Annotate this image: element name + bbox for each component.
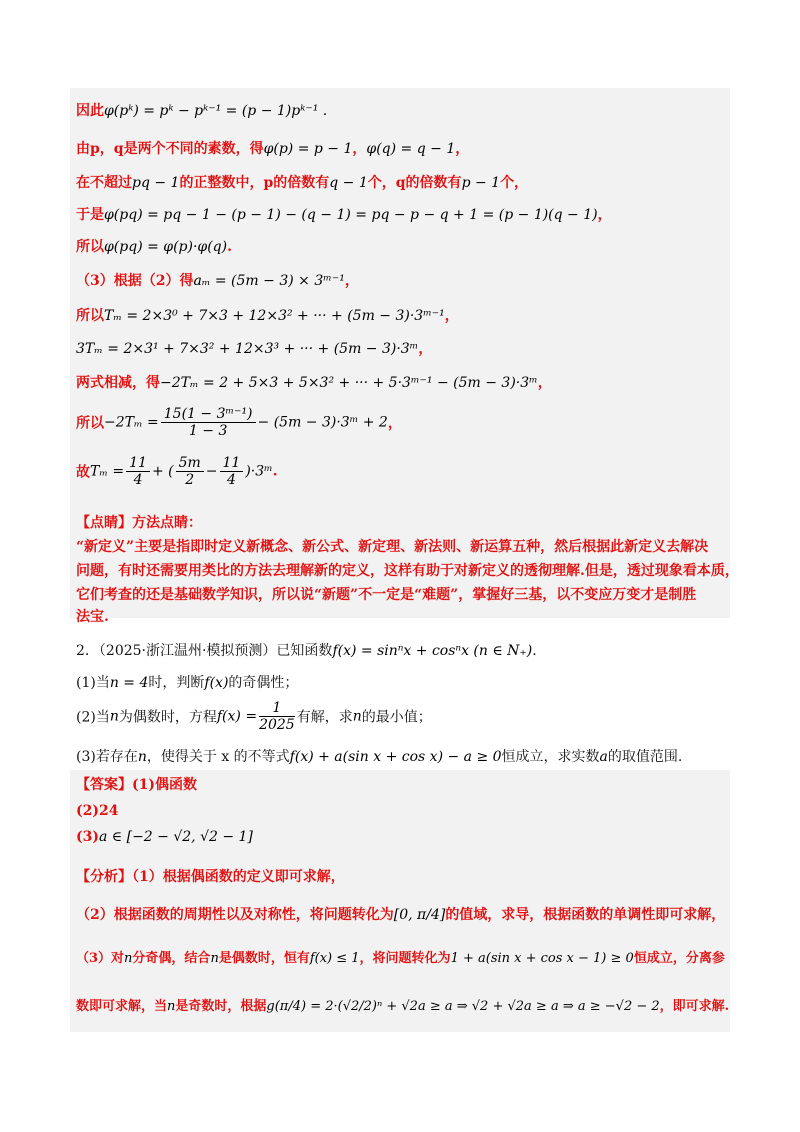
fraction: $\frac{1}{2025}$ [259, 700, 295, 733]
fraction: $\frac{11}{4}$ [220, 455, 244, 488]
analysis-4: 数即可求解，当n是奇数时，根据g(π/4) = 2·(√2/2)ⁿ + √2a ≥ a ⇒ √2 + √2a ≥ a ⇒ a ≥ −√2 − 2，即可求解. [76, 999, 730, 1014]
line-4: 于是φ(pq) = pq − 1 − (p − 1) − (q − 1) = pq − p − q + 1 = (p − 1)(q − 1)， [76, 207, 612, 223]
analysis-3: （3）对n分奇偶，结合n是偶数时，恒有f(x) ≤ 1，将问题转化为1 + a(sin x + cos x − 1) ≥ 0恒成立，分离参 [76, 951, 725, 966]
line-8: 3Tₘ = 2×3¹ + 7×3² + 12×3³ + ··· + (5m − 3)·3ᵐ， [76, 341, 433, 357]
fraction: $\frac{11}{4}$ [126, 455, 150, 488]
line-15: 它们考查的还是基础数学知识，所以说“新题”不一定是“难题”，掌握好三基，以不变应万变才是制胜 [76, 587, 697, 603]
question-2-part-2: (2)当n为偶数时，方程f(x) = $\frac{1}{2025}$ 有解，求n的最小值； [76, 700, 432, 733]
line-3: 在不超过pq − 1的正整数中，p的倍数有q − 1个，q的倍数有p − 1个， [76, 175, 529, 191]
fraction: $\frac{5m}{2}$ [176, 455, 204, 488]
line-13: “新定义”主要是指即时定义新概念、新公式、新定理、新法则、新运算五种，然后根据此新定义去解决 [76, 539, 709, 555]
line-14: 问题，有时还需要用类比的方法去理解新的定义，这样有助于对新定义的透彻理解.但是，透过现象看本质， [76, 563, 739, 579]
question-2-stem: 2．（2025·浙江温州·模拟预测）已知函数f(x) = sinⁿx + cosⁿx (n ∈ N₊). [76, 643, 537, 659]
analysis-1: 【分析】（1）根据偶函数的定义即可求解， [76, 869, 345, 885]
question-2-part-3: (3)若存在n，使得关于 x 的不等式f(x) + a(sin x + cos x) − a ≥ 0恒成立，求实数a的取值范围. [76, 749, 683, 765]
line-12: 【点睛】方法点睛： [76, 515, 202, 531]
line-7: 所以Tₘ = 2×3⁰ + 7×3 + 12×3² + ··· + (5m − 3)·3ᵐ⁻¹， [76, 308, 459, 324]
line-9: 两式相减，得−2Tₘ = 2 + 5×3 + 5×3² + ··· + 5·3ᵐ⁻¹ − (5m − 3)·3ᵐ， [76, 375, 552, 391]
line-2: 由p，q是两个不同的素数，得φ(p) = p − 1，φ(q) = q − 1， [76, 141, 470, 157]
question-2-part-1: (1)当n = 4时，判断f(x)的奇偶性； [76, 675, 299, 691]
answer-label: 【答案】(1)偶函数 [76, 777, 197, 793]
analysis-2: （2）根据函数的周期性以及对称性，将问题转化为[0, π/4]的值域，求导，根据函数的单调性即可求解， [76, 907, 726, 923]
line-10: 所以−2Tₘ = $\frac{\text{15(1 − 3ᵐ⁻¹)}}{1 - 3}$ − (5m − 3)·3ᵐ + 2， [76, 406, 402, 439]
answer-3: (3)a ∈ [−2 − √2, √2 − 1] [76, 829, 253, 845]
fraction: $\frac{\text{15(1 − 3ᵐ⁻¹)}}{1 - 3}$ [161, 406, 256, 439]
line-5: 所以φ(pq) = φ(p)·φ(q). [76, 239, 232, 255]
line-11: 故Tₘ = $\frac{11}{4}$ + ( $\frac{5m}{2}$ − $\frac{11}{4}$ )·3ᵐ. [76, 455, 278, 488]
answer-2: (2)24 [76, 803, 119, 819]
line-16: 法宝. [76, 609, 109, 625]
line-6: （3）根据（2）得aₘ = (5m − 3) × 3ᵐ⁻¹， [76, 273, 359, 289]
line-1: 因此φ(pᵏ) = pᵏ − pᵏ⁻¹ = (p − 1)pᵏ⁻¹ . [76, 103, 328, 119]
